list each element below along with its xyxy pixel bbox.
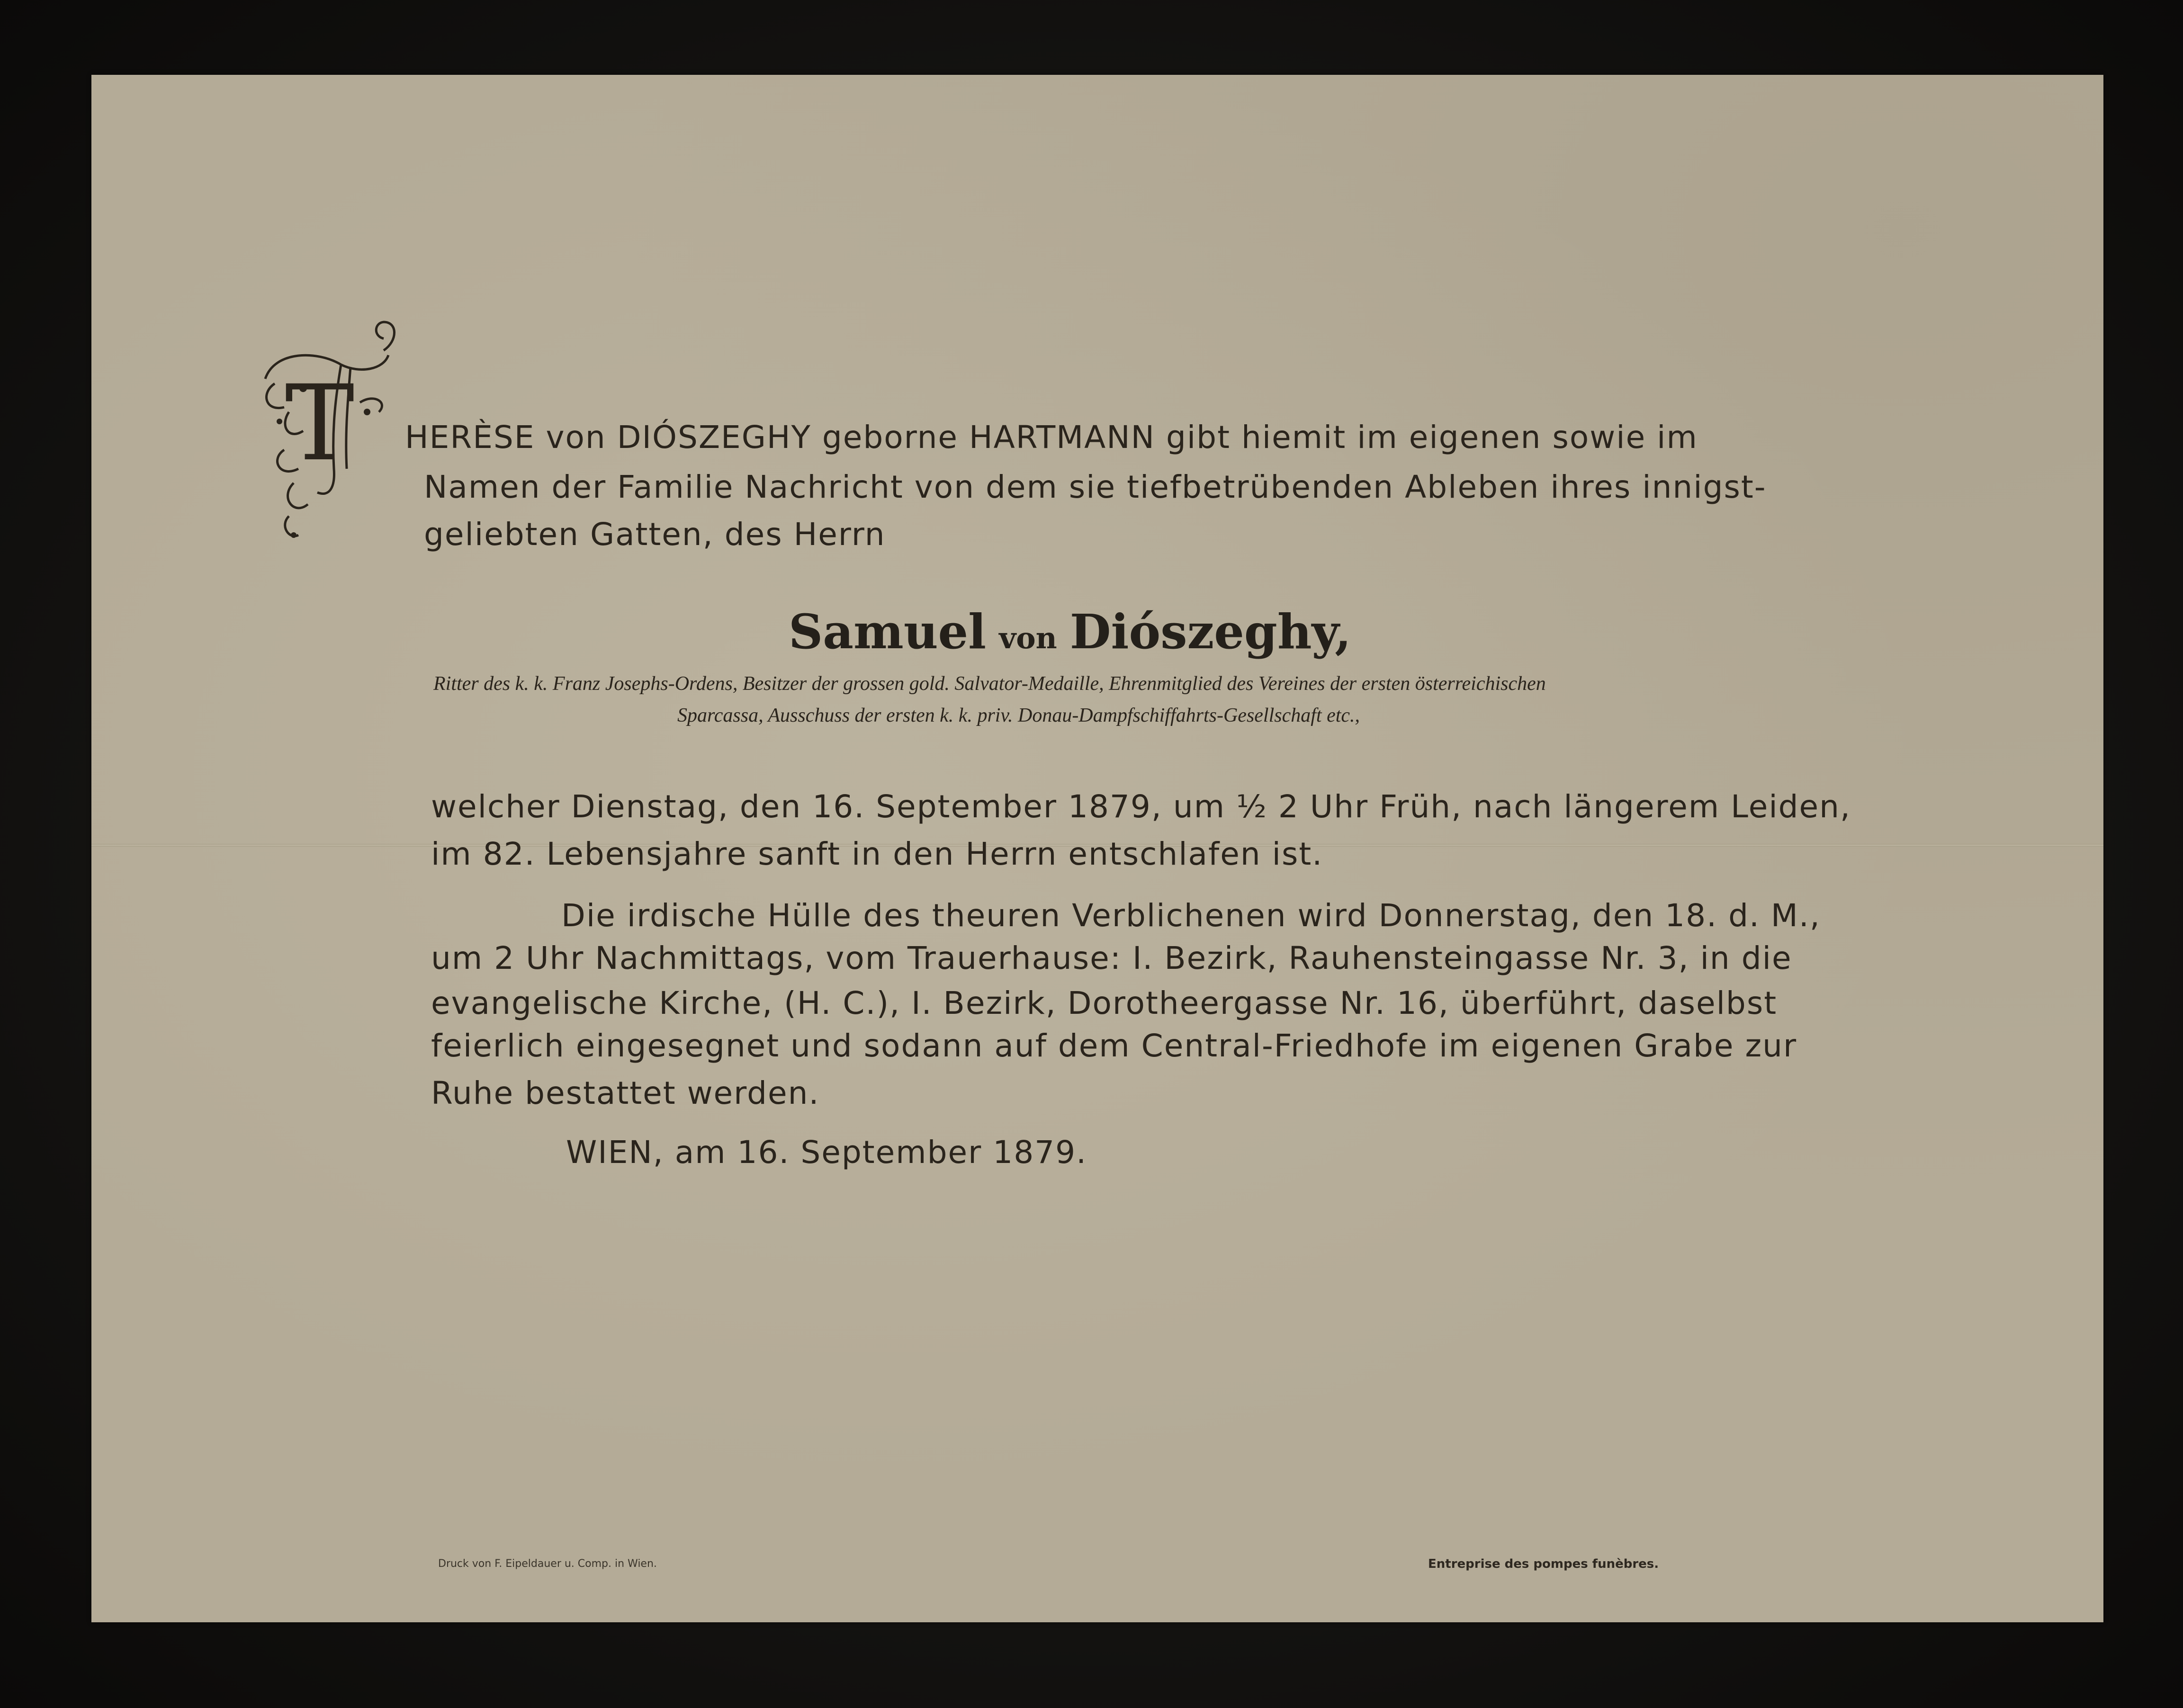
funeral-line-3: evangelische Kirche, (H. C.), I. Bezirk, Dorotheergasse Nr. 16, überführt, daselbst bbox=[431, 985, 1778, 1021]
ornamental-initial-t-icon bbox=[246, 270, 403, 554]
deceased-last-name: Diószeghy, bbox=[1069, 604, 1351, 660]
funeral-line-2: um 2 Uhr Nachmittags, vom Trauerhause: I. Bezirk, Rauhensteingasse Nr. 3, in die bbox=[431, 940, 1792, 976]
deceased-titles-line-2: Sparcassa, Ausschuss der ersten k. k. priv. Donau-Dampfschiffahrts-Gesellschaft etc., bbox=[677, 705, 1360, 726]
death-line-1: welcher Dienstag, den 16. September 1879, um ½ 2 Uhr Früh, nach längerem Leiden, bbox=[431, 788, 1851, 825]
notice-line-3: geliebten Gatten, des Herrn bbox=[424, 516, 886, 553]
deceased-titles-line-1: Ritter des k. k. Franz Josephs-Ordens, Besitzer der grossen gold. Salvator-Medaille, Ehrenmitglied des Vereines der ersten österreichischen bbox=[433, 673, 1546, 695]
place-and-date: WIEN, am 16. September 1879. bbox=[566, 1134, 1087, 1171]
funeral-line-4: feierlich eingesegnet und sodann auf dem Central-Friedhofe im eigenen Grabe zur bbox=[431, 1028, 1797, 1064]
notice-line-2: Namen der Familie Nachricht von dem sie tiefbetrübenden Ableben ihres innigst- bbox=[424, 469, 1767, 505]
funeral-line-1: Die irdische Hülle des theuren Verblichenen wird Donnerstag, den 18. d. M., bbox=[561, 897, 1821, 934]
printer-imprint: Druck von F. Eipeldauer u. Comp. in Wien. bbox=[438, 1558, 657, 1570]
deceased-first-name: Samuel bbox=[789, 604, 987, 660]
deceased-name bbox=[789, 604, 1351, 660]
death-line-2: im 82. Lebensjahre sanft in den Herrn entschlafen ist. bbox=[431, 836, 1323, 872]
deceased-name-particle: von bbox=[999, 621, 1057, 655]
undertaker-imprint: Entreprise des pompes funèbres. bbox=[1428, 1557, 1659, 1571]
initial-letter: T bbox=[285, 363, 355, 484]
funeral-line-5: Ruhe bestattet werden. bbox=[431, 1075, 820, 1111]
notice-line-1: HERÈSE von DIÓSZEGHY geborne HARTMANN gibt hiemit im eigenen sowie im bbox=[405, 419, 1698, 456]
